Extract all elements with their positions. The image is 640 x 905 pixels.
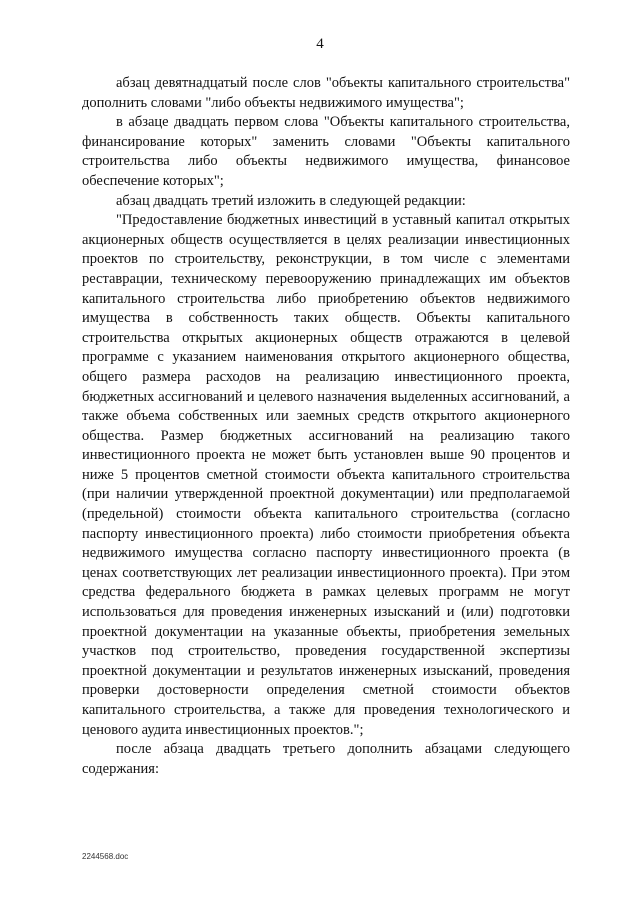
- paragraph-4: "Предоставление бюджетных инвестиций в уставный капитал открытых акционерных обществ осуществляется в целях реализации инвестиционных проектов по строительству, реконструкции, в том числе с элементами реставрации, техническому перевооружению принадлежащих им объектов капитального строительства либо приобретению объектов недвижимого имущества в собственность таких обществ. Объекты капитального строительства открытых акционерных обществ отражаются в целевой программе с указанием наименования открытого акционерного общества, общего размера расходов на реализацию инвестиционного проекта, бюджетных ассигнований и целевого назначения выделенных ассигнований, а также объема собственных или заемных средств открытого акционерного общества. Размер бюджетных ассигнований на реализацию такого инвестиционного проекта не может быть установлен выше 90 процентов и ниже 5 процентов сметной стоимости объекта капитального строительства (при наличии утвержденной проектной документации) или предполагаемой (предельной) стоимости объекта капитального строительства (согласно паспорту инвестиционного проекта) либо стоимости приобретения объекта недвижимого имущества согласно паспорту инвестиционного проекта (в ценах соответствующих лет реализации инвестиционного проекта). При этом средства федерального бюджета в рамках целевых программ не могут использоваться для проведения инженерных изысканий и (или) подготовки проектной документации на указанные объекты, приобретения земельных участков под строительство, проведения государственной экспертизы проектной документации и результатов инженерных изысканий, проведения проверки достоверности определения сметной стоимости объектов капитального строительства, а также для проведения технологического и ценового аудита инвестиционных проектов.";: [82, 212, 570, 738]
- page-number: 4: [316, 36, 324, 52]
- footer-filename: 2244568.doc: [82, 852, 129, 861]
- document-body: [82, 74, 570, 779]
- paragraph-3: абзац двадцать третий изложить в следующей редакции:: [116, 192, 466, 209]
- paragraph-5: после абзаца двадцать третьего дополнить абзацами следующего содержания:: [82, 741, 570, 777]
- paragraph-2: в абзаце двадцать первом слова "Объекты капитального строительства, финансирование которых" заменить словами "Объекты капитального строительства либо объекты недвижимого имущества, финансовое обеспечение которых";: [82, 114, 570, 189]
- paragraph-1: абзац девятнадцатый после слов "объекты капитального строительства" дополнить словами "либо объекты недвижимого имущества";: [82, 75, 570, 111]
